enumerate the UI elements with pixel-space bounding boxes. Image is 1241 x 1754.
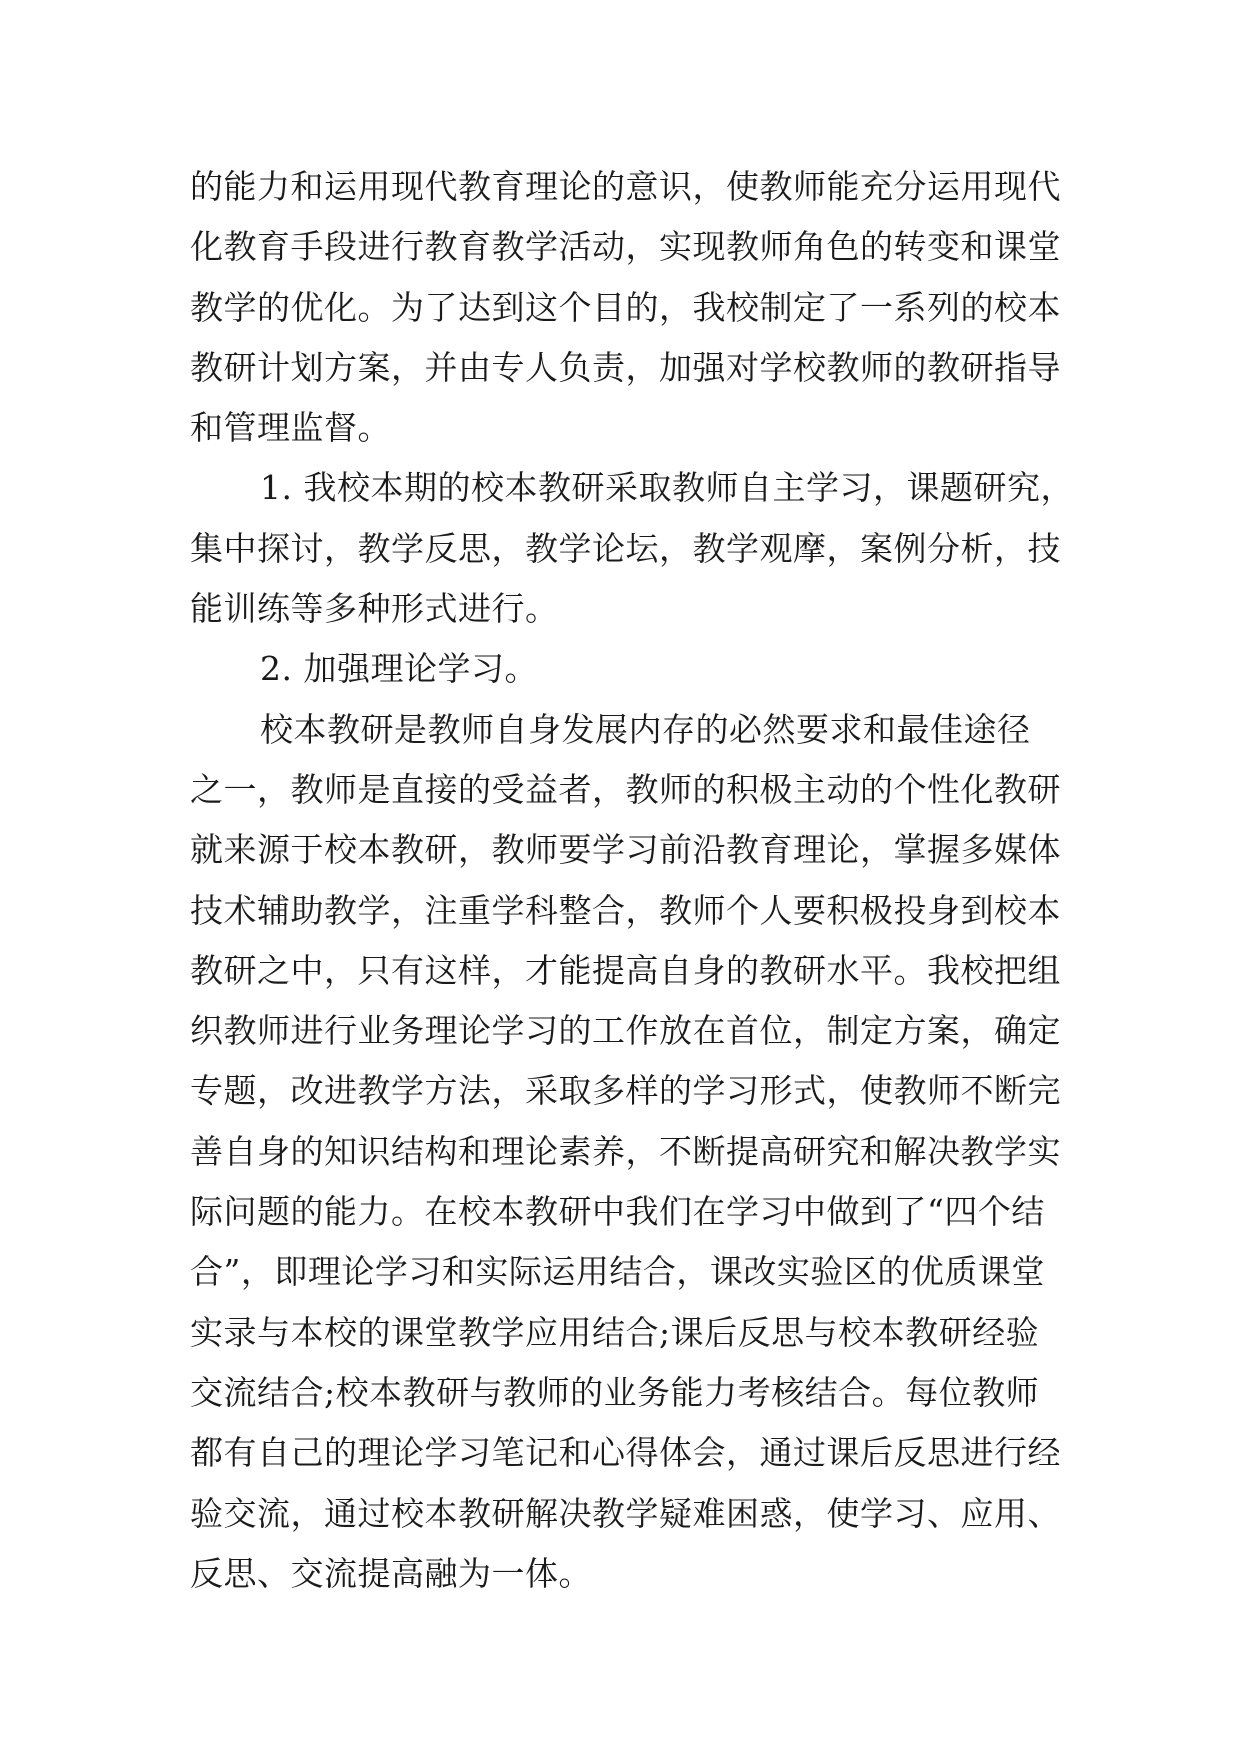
text-line: 就来源于校本教研，教师要学习前沿教育理论，掌握多媒体	[190, 830, 1061, 870]
text-line: 际问题的能力。在校本教研中我们在学习中做到了“四个结	[190, 1192, 1045, 1232]
text-line: 实录与本校的课堂教学应用结合;课后反思与校本教研经验	[190, 1312, 1040, 1352]
text-line: 技术辅助教学，注重学科整合，教师个人要积极投身到校本	[190, 890, 1061, 930]
text-line: 集中探讨，教学反思，教学论坛，教学观摩，案例分析，技	[190, 528, 1061, 568]
text-line: 验交流，通过校本教研解决教学疑难困惑，使学习、应用、	[190, 1493, 1061, 1533]
text-line: 能训练等多种形式进行。	[190, 589, 559, 629]
text-line: 之一，教师是直接的受益者，教师的积极主动的个性化教研	[190, 769, 1061, 809]
list-item-1-line: 1. 我校本期的校本教研采取教师自主学习，课题研究，	[260, 468, 1074, 508]
text-line: 织教师进行业务理论学习的工作放在首位，制定方案，确定	[190, 1011, 1061, 1051]
paragraph-start-line: 校本教研是教师自身发展内存的必然要求和最佳途径	[260, 709, 1031, 749]
text-line: 都有自己的理论学习笔记和心得体会，通过课后反思进行经	[190, 1433, 1061, 1473]
text-line: 教研计划方案，并由专人负责，加强对学校教师的教研指导	[190, 347, 1061, 387]
list-item-2-heading: 2. 加强理论学习。	[260, 649, 538, 689]
text-line: 反思、交流提高融为一体。	[190, 1553, 592, 1593]
text-line: 合”，即理论学习和实际运用结合，课改实验区的优质课堂	[190, 1252, 1045, 1292]
text-line: 专题，改进教学方法，采取多样的学习形式，使教师不断完	[190, 1071, 1061, 1111]
text-line: 化教育手段进行教育教学活动，实现教师角色的转变和课堂	[190, 227, 1061, 267]
document-body	[190, 157, 1075, 1604]
text-line: 交流结合;校本教研与教师的业务能力考核结合。每位教师	[190, 1372, 1040, 1412]
text-line: 教研之中，只有这样，才能提高自身的教研水平。我校把组	[190, 950, 1061, 990]
text-line: 和管理监督。	[190, 408, 391, 448]
text-line: 的能力和运用现代教育理论的意识，使教师能充分运用现代	[190, 167, 1061, 206]
text-line: 善自身的知识结构和理论素养，不断提高研究和解决教学实	[190, 1131, 1061, 1171]
text-line: 教学的优化。为了达到这个目的，我校制定了一系列的校本	[190, 287, 1061, 327]
